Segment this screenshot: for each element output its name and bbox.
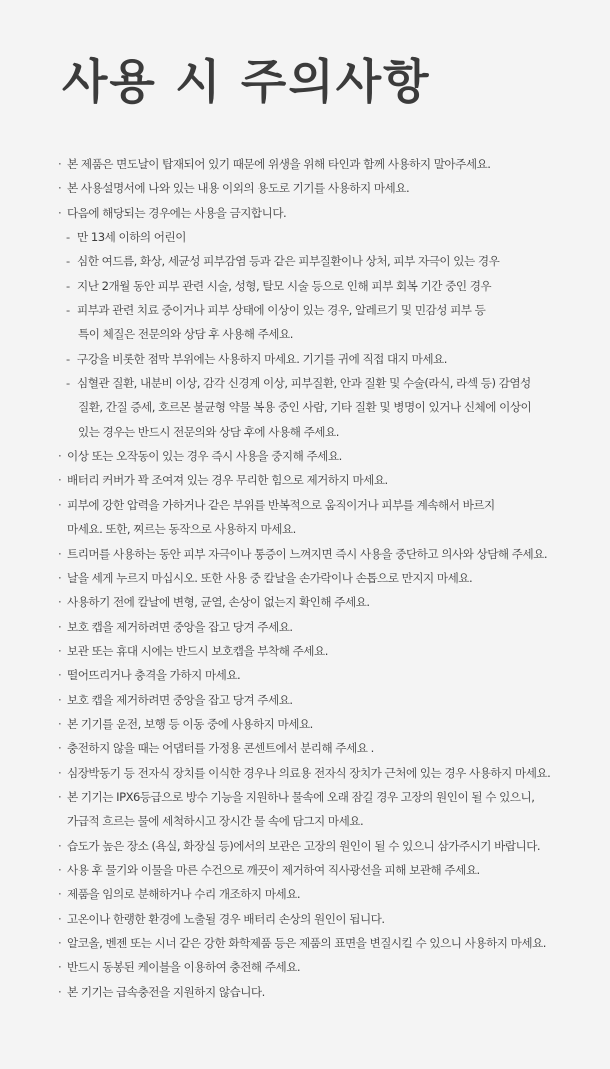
bullet-marker: · — [58, 984, 62, 999]
bullet-marker: · — [58, 668, 62, 683]
list-item — [0, 858, 610, 882]
list-item-text: 습도가 높은 장소 (욕실, 화장실 등)에서의 보관은 고장의 원인이 될 수 있으니 삼가주시기 바랍니다. — [67, 838, 541, 853]
list-item-text: 보호 캡을 제거하려면 중앙을 잡고 당겨 주세요. — [67, 619, 293, 634]
sub-list-item — [0, 249, 610, 273]
dash-marker: - — [66, 376, 70, 391]
list-item-text: 보관 또는 휴대 시에는 반드시 보호캡을 부착해 주세요. — [67, 643, 328, 658]
list-item — [0, 615, 610, 639]
list-item-text: 심장박동기 등 전자식 장치를 이식한 경우나 의료용 전자식 장치가 근처에 있는 경우 사용하지 마세요. — [67, 765, 551, 780]
list-item-text: 이상 또는 오작동이 있는 경우 즉시 사용을 중지해 주세요. — [67, 449, 342, 464]
caution-list — [0, 152, 610, 1004]
bullet-marker: · — [58, 643, 62, 658]
bullet-marker: · — [58, 473, 62, 488]
sub-list-item — [0, 298, 610, 322]
sub-list-item — [0, 225, 610, 249]
list-item — [0, 688, 610, 712]
list-item-text: 피부에 강한 압력을 가하거나 같은 부위를 반복적으로 움직이거나 피부를 계속해서 바르지 — [67, 497, 495, 512]
bullet-marker: · — [58, 716, 62, 731]
bullet-marker: · — [58, 887, 62, 902]
list-item-text: 구강을 비롯한 점막 부위에는 사용하지 마세요. 기기를 귀에 직접 대지 마세요. — [77, 351, 447, 366]
bullet-marker: · — [58, 911, 62, 926]
list-item-text: 다음에 해당되는 경우에는 사용을 금지합니다. — [67, 205, 287, 220]
list-item — [0, 931, 610, 955]
list-item-text: 알코올, 벤젠 또는 시너 같은 강한 화학제품 등은 제품의 표면을 변질시킬 수 있으니 사용하지 마세요. — [67, 936, 546, 950]
list-item — [0, 736, 610, 760]
list-item — [0, 907, 610, 931]
list-item — [0, 468, 610, 492]
dash-marker: - — [66, 254, 70, 269]
list-item — [0, 882, 610, 906]
list-item — [0, 493, 610, 517]
list-item — [0, 444, 610, 468]
list-item-text: 본 기기는 IPX6등급으로 방수 기능을 지원하나 물속에 오래 잠길 경우 고장의 원인이 될 수 있으니, — [67, 789, 535, 804]
list-item-text: 있는 경우는 반드시 전문의와 상담 후에 사용해 주세요. — [78, 424, 339, 439]
bullet-marker: · — [58, 157, 62, 171]
list-item — [0, 542, 610, 566]
list-item — [0, 980, 610, 1004]
list-item-text: 본 기기를 운전, 보행 등 이동 중에 사용하지 마세요. — [67, 716, 313, 731]
list-item-text: 떨어뜨리거나 충격을 가하지 마세요. — [67, 668, 241, 683]
list-item-text: 날을 세게 누르지 마십시오. 또한 사용 중 칼날을 손가락이나 손톱으로 만지지 마세요. — [67, 570, 473, 585]
list-item — [0, 834, 610, 858]
bullet-marker: · — [58, 595, 62, 610]
list-item — [0, 566, 610, 590]
list-item-continuation — [0, 395, 610, 419]
bullet-marker: · — [58, 862, 62, 877]
list-item-text: 배터리 커버가 꽉 조여져 있는 경우 무리한 힘으로 제거하지 마세요. — [67, 473, 388, 488]
list-item-text: 보호 캡을 제거하려면 중앙을 잡고 당겨 주세요. — [67, 692, 293, 707]
list-item — [0, 201, 610, 225]
list-item-text: 만 13세 이하의 어린이 — [77, 230, 186, 245]
list-item-text: 본 제품은 면도날이 탑재되어 있기 때문에 위생을 위해 타인과 함께 사용하지 말아주세요. — [67, 157, 491, 171]
list-item — [0, 955, 610, 979]
list-item-text: 피부과 관련 치료 중이거나 피부 상태에 이상이 있는 경우, 알레르기 및 민감성 피부 등 — [77, 303, 486, 318]
list-item-text: 트리머를 사용하는 동안 피부 자극이나 통증이 느껴지면 즉시 사용을 중단하고 의사와 상담해 주세요. — [67, 546, 548, 561]
list-item-text: 질환, 간질 증세, 호르몬 불균형 약물 복용 중인 사람, 기타 질환 및 병명이 있거나 신체에 이상이 — [78, 400, 532, 415]
list-item — [0, 152, 610, 176]
list-item-text: 사용하기 전에 칼날에 변형, 균열, 손상이 없는지 확인해 주세요. — [67, 595, 370, 610]
dash-marker: - — [66, 351, 70, 366]
list-item-text: 제품을 임의로 분해하거나 수리 개조하지 마세요. — [67, 887, 301, 902]
list-item — [0, 590, 610, 614]
sub-list-item — [0, 347, 610, 371]
bullet-marker: · — [58, 789, 62, 804]
bullet-marker: · — [58, 449, 62, 464]
list-item — [0, 663, 610, 687]
list-item-continuation — [0, 420, 610, 444]
list-item-text: 충전하지 않을 때는 어댑터를 가정용 콘센트에서 분리해 주세요 . — [67, 741, 374, 756]
bullet-marker: · — [58, 692, 62, 707]
page-title: 사용 시 주의사항 — [62, 55, 431, 110]
list-item — [0, 761, 610, 785]
list-item-text: 심한 여드름, 화상, 세균성 피부감염 등과 같은 피부질환이나 상처, 피부 자극이 있는 경우 — [77, 254, 500, 269]
list-item-text: 마세요. 또한, 찌르는 동작으로 사용하지 마세요. — [67, 522, 296, 537]
list-item-text: 지난 2개월 동안 피부 관련 시술, 성형, 탈모 시술 등으로 인해 피부 회복 기간 중인 경우 — [77, 278, 492, 293]
dash-marker: - — [66, 230, 70, 245]
bullet-marker: · — [58, 546, 62, 561]
list-item-text: 사용 후 물기와 이물을 마른 수건으로 깨끗이 제거하여 직사광선을 피해 보관해 주세요. — [67, 862, 480, 877]
list-item-text: 특이 체질은 전문의와 상담 후 사용해 주세요. — [78, 327, 293, 342]
bullet-marker: · — [58, 181, 62, 196]
bullet-marker: · — [58, 497, 62, 512]
list-item-continuation — [0, 809, 610, 833]
list-item-continuation — [0, 322, 610, 346]
bullet-marker: · — [58, 838, 62, 853]
bullet-marker: · — [58, 765, 62, 780]
list-item-continuation — [0, 517, 610, 541]
list-item — [0, 785, 610, 809]
list-item-text: 가급적 흐르는 물에 세척하시고 장시간 물 속에 담그지 마세요. — [67, 814, 364, 829]
sub-list-item — [0, 274, 610, 298]
sub-list-item — [0, 371, 610, 395]
bullet-marker: · — [58, 741, 62, 756]
list-item — [0, 639, 610, 663]
list-item-text: 고온이나 한랭한 환경에 노출될 경우 배터리 손상의 원인이 됩니다. — [67, 911, 385, 926]
bullet-marker: · — [58, 936, 62, 950]
bullet-marker: · — [58, 570, 62, 585]
list-item-text: 심혈관 질환, 내분비 이상, 감각 신경계 이상, 피부질환, 안과 질환 및 수술(라식, 라섹 등) 감염성 — [77, 376, 531, 391]
list-item-text: 본 사용설명서에 나와 있는 내용 이외의 용도로 기기를 사용하지 마세요. — [67, 181, 410, 196]
bullet-marker: · — [58, 619, 62, 634]
list-item — [0, 176, 610, 200]
bullet-marker: · — [58, 205, 62, 220]
dash-marker: - — [66, 303, 70, 318]
list-item — [0, 712, 610, 736]
bullet-marker: · — [58, 960, 62, 975]
list-item-text: 반드시 동봉된 케이블을 이용하여 충전해 주세요. — [67, 960, 301, 975]
dash-marker: - — [66, 278, 70, 293]
list-item-text: 본 기기는 급속충전을 지원하지 않습니다. — [67, 984, 265, 999]
